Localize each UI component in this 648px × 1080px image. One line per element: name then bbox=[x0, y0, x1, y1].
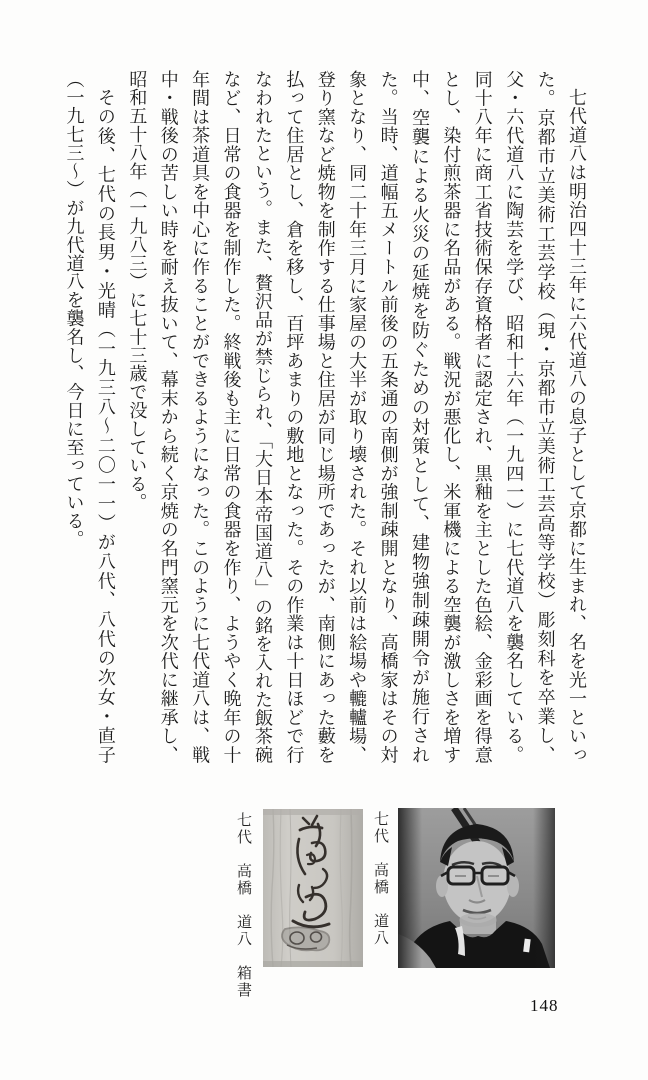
body-text bbox=[58, 70, 592, 764]
portrait-photo-image bbox=[398, 808, 555, 968]
portrait-caption: 七代 高橋 道八 bbox=[372, 811, 388, 947]
paragraph-2: その後、七代の長男・光晴（一九三八～二〇一一）が八代、八代の次女・直子（一九七三～）が九代道八を襲名し、今日に至っている。 bbox=[64, 70, 116, 764]
box-inscription-photo bbox=[263, 809, 363, 967]
box-caption: 七代 高橋 道八 箱書 bbox=[235, 812, 251, 999]
paragraph-1: 七代道八は明治四十三年に六代道八の息子として京都に生まれ、名を光一といった。京都市立美術工芸学校（現・京都市立美術工芸高等学校）彫刻科を卒業し、父・六代道八に陶芸を学び、昭和十六年（一九四一）に七代道八を襲名している。同十八年に商工省技術保存資格者に認定され、黒釉を主とした色絵、金彩画を得意とし、染付煎茶器に名品がある。戦況が悪化し、米軍機による空襲が激しさを増す中、空襲による火災の延焼を防ぐための対策として、建物強制疎開令が施行された。当時、道幅五メートル前後の五条通の南側が強制疎開となり、高橋家はその対象となり、同二十年三月に家屋の大半が取り壊された。それ以前は絵場や轆轤場、登り窯など焼物を制作する仕事場と住居が同じ場所であったが、南側にあった藪を払って住居とし、倉を移し、百坪あまりの敷地となった。その作業は十日ほどで行なわれたという。また、贅沢品が禁じられ、「大日本帝国道八」の銘を入れた飯茶碗など、日常の食器を制作した。終戦後も主に日常の食器を作り、ようやく晩年の十年間は茶道具を中心に作ることができるようになった。このように七代道八は、戦中・戦後の苦しい時を耐え抜いて、幕末から続く京焼の名門窯元を次代に継承し、昭和五十八年（一九八三）に七十三歳で没している。 bbox=[127, 70, 587, 764]
box-inscription-image bbox=[263, 809, 363, 967]
page-number: 148 bbox=[530, 996, 559, 1015]
portrait-photo bbox=[398, 808, 555, 968]
